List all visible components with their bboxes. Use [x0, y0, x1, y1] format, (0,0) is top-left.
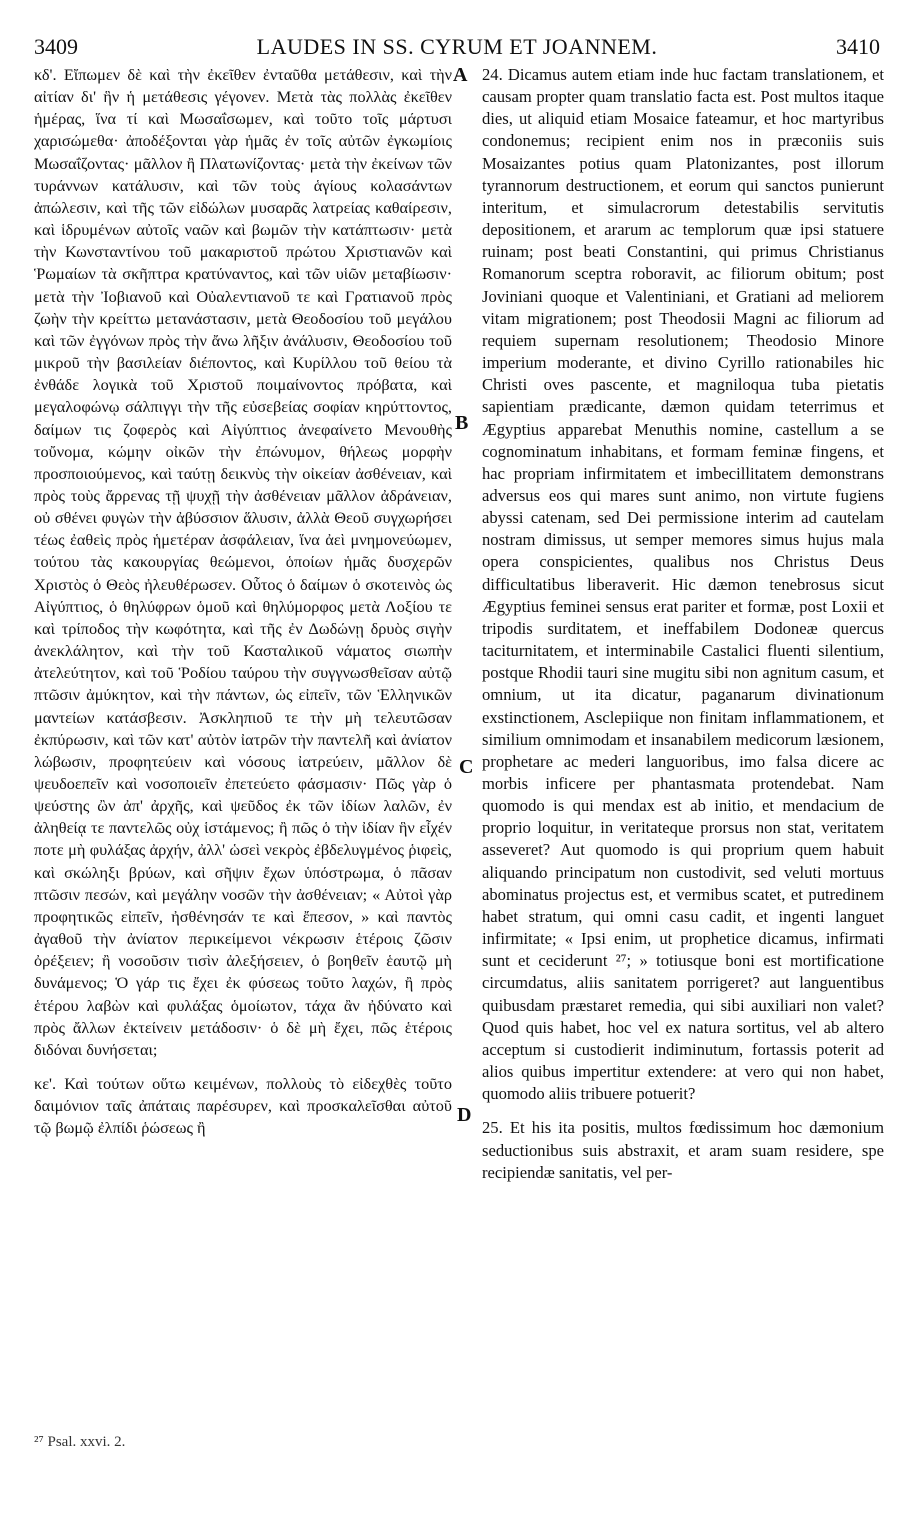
greek-column: [34, 64, 452, 1140]
margin-letter-a: A: [453, 64, 468, 86]
right-page-number: 3410: [836, 34, 880, 59]
footnote: ²⁷ Psal. xxvi. 2.: [34, 1434, 126, 1450]
margin-letter-c: C: [459, 756, 474, 778]
greek-paragraph-25: κε'. Καὶ τούτων οὕτω κειμένων, πολλοὺς τὸ εἰδεχθὲς τοῦτο δαιμόνιον ταῖς ἀπάταις παρέσυρεν, καὶ προσκαλεῖσθαι αὐτοῦ τῷ βωμῷ ἐλπίδι ῥώσεως ἢ: [34, 1074, 452, 1138]
latin-column: [482, 64, 884, 1184]
greek-paragraph-24: κδ'. Εἴπωμεν δὲ καὶ τὴν ἐκεῖθεν ἐνταῦθα μετάθεσιν, καὶ τὴν αἰτίαν δι' ἣν ἡ μετάθεσις γέγονεν. Μετὰ τὰς πολλὰς ἐκεῖθεν ἡμέρας, ἵνα τί καὶ Μωσαΐσωμεν, καὶ τοῦτο τοῖς μάρτυσι χαρισώμεθα· ἀποδέξονται γὰρ ἡμᾶς ἐν τοῖς αὐτῶν ἐγκωμίοις Μωσαΐζοντας· μᾶλλον ἢ Πλατωνίζοντας· μετὰ τὴν ἐκείνων τῶν τυράννων κατάλυσιν, καὶ τῶν τοὺς ἁγίους κολασάντων ἀπώλεσιν, καὶ τῆς τῶν εἰδώλων μυσαρᾶς λατρείας καθαίρεσιν, καὶ ἱδρυμένων αὐτοῖς ναῶν καὶ βωμῶν τὴν κατάπτωσιν· μετὰ τὴν Κωνσταντίνου τοῦ μακαριστοῦ πρώτου Χριστιανῶν καὶ Ῥωμαίων τὰ σκῆπτρα κρατύναντος, καὶ τῶν υἱῶν μεταβίωσιν· μετὰ τὴν Ἰοβιανοῦ καὶ Οὐαλεντιανοῦ τε καὶ Γρατιανοῦ πρὸς ζωὴν τὴν κρείττω μετανάστασιν, μετὰ Θεοδοσίου τοῦ μεγάλου καὶ τῶν ἐγγόνων πρὸς τὴν ἄνω λῆξιν ἀνάλυσιν, Θεοδοσίου τοῦ μικροῦ τὴν βασιλείαν διέποντος, καὶ Κυρίλλου τοῦ θείου τὰ ἐνθάδε λογικὰ τοῦ Χριστοῦ ποιμαίνοντος πρόβατα, καὶ μεγαλοφώνῳ σάλπιγγι τὴν τῆς εὐσεβείας σοφίαν κηρύττοντος, δαίμων τις ζοφερὸς καὶ Αἰγύπτιος ἀνεφαίνετο Μενουθὴς τοὔνομα, κώμην οἰκῶν τὴν ἐπώνυμον, θήλεως μορφὴν προσποιούμενος, καὶ ταύτῃ δεικνὺς τὴν οἰκείαν ἀσθένειαν, καὶ πρὸς τοὺς ἄρρενας τῇ ψυχῇ τὴν ἀσθένειαν μᾶλλον ἀδράνειαν, οὐ σθένει φυγὼν τὴν ἀβύσσιον ἅλυσιν, ἀλλὰ Θεοῦ συγχωρήσει τέως ἐαθεὶς πρὸς ἡμετέραν ἀσφάλειαν, ἵνα ἀεὶ μνημονεύωμεν, τούτου τὰς κακουργίας θεώμενοι, ὁποίων ἡμᾶς δυσχερῶν Χριστὸς ὁ Θεὸς ἠλευθέρωσεν. Οὗτος ὁ δαίμων ὁ σκοτεινὸς ὡς Αἰγύπτιος, ὁ θηλύφρων ὁμοῦ καὶ θηλύμορφος μετὰ Λοξίου τε καὶ τρίποδος τὴν κωφότητα, καὶ τῆς ἐν Δωδώνῃ δρυὸς σιγὴν ἀνεκλάλητον, καὶ τὴν τοῦ Κασταλικοῦ νάματος σιωπὴν ἀτελεύτητον, καὶ τοῦ Ῥοδίου ταύρου τὴν συγγνωσθεῖσαν αὐτῷ πτῶσιν ἀμύκητον, καὶ τὴν πάντων, ὡς εἰπεῖν, τῶν Ἑλληνικῶν μαντείων κατάσβεσιν. Ἀσκληπιοῦ τε τὴν μὴ τελευτῶσαν ἐκπύρωσιν, καὶ τῶν κατ' αὐτὸν ἰατρῶν τὴν παντελῆ καὶ ἀνίατον λώβωσιν, προφητεύειν καὶ νόσους ἰατρεύειν, μᾶλλον δὲ ψευδοεπεῖν καὶ νοσοποιεῖν ἐπετεύετο φάσμασιν· Πῶς γὰρ ὁ ψεύστης ὢν ἀπ' ἀρχῆς, καὶ ψεῦδος ἐκ τῶν ἰδίων λαλῶν, ἐν ἀληθείᾳ τε παντελῶς οὐχ ἱστάμενος; ἢ πῶς ὁ τὴν ἰδίαν ἣν εἶχέν ποτε μὴ φυλάξας ἀρχήν, ἀλλ' ὡσεὶ νεκρὸς ἐβδελυγμένος ῥιφεὶς, καὶ σκώληξι βρύων, καὶ σῆψιν ἔχων ὑπόστρωμα, ὁ πᾶσαν πτῶσιν πεσών, καὶ μεγάλην νοσῶν τὴν ἀσθένειαν; « Αὐτοὶ γὰρ προφητικῶς εἰπεῖν, ἠσθένησάν τε καὶ ἔπεσον, » καὶ παντὸς ἀγαθοῦ τὴν ἀνίατον περικείμενοι νέκρωσιν ἑτέροις ζῶσιν ὀρέξειεν; ἢ νοσοῦσιν τισὶν ἀλεξήσειεν, ὁ βοηθεῖν ἑαυτῷ μὴ δυνάμενος; Ὁ γάρ τις ἔχει ἐκ φύσεως τοῦτο λαχών, ἢ πρὸς ἑτέρου λαβὼν καὶ φυλάξας ὁμοίωτον, τάχα ἂν ἠδύνατο καὶ πρὸς ἄλλων ἐκτείνειν μετάδοσιν· ὁ δὲ μὴ ἔχει, πῶς ἑτέροις διδόναι δυνήσεται;: [34, 65, 452, 1059]
margin-letter-b: B: [455, 412, 469, 434]
margin-letter-d: D: [457, 1104, 472, 1126]
latin-paragraph-24: 24. Dicamus autem etiam inde huc factam translationem, et causam propter quam translatio facta est. Post multos itaque dies, ut aliquid etiam Mosaice fateamur, et hoc martyribus condonemus; recipient enim nos in præconiis suis Mosaizantes potius quam Platonizantes, post illorum tyrannorum destructionem, et eorum qui sanctos punierunt interitum, et simulacrorum detestabilis servitutis depositionem, et ararum ac templorum quæ ipsi statuere ruinam; post beati Constantini, qui primus Christianus Romanorum sceptra roboravit, ac filiorum obitum; post Joviniani quoque et Valentiniani, et Gratiani ad meliorem vitam migrationem; post Theodosii Magni ac filiorum ad requiem supernam resolutionem; Theodosio Minore imperium moderante, et divino Cyrillo rationabiles hic Christi oves pascente, et magniloqua tuba pietatis sapientiam prædicante, dæmon quidam teterrimus et Ægyptius apparebat Menuthis nomine, castellum a se cognominatum inhabitans, et formam feminæ fingens, et hac propriam infirmitatem et imbecillitatem demonstrans adversus eos qui mares sunt animo, non virtute fugiens abyssi catenam, sed Dei permissione interim ad cautelam nostram dimissus, ut semper memores simus hujus mala opera conspicientes, qualibus nos Christus Deus difficultatibus liberaverit. Hic dæmon tenebrosus sicut Ægyptius feminei sensus erat pariter et formæ, post Loxii et tripodis surditatem, et ineffabilem Dodoneæ quercus taciturnitatem, et interminabile Castalici fluenti silentium, postque Rhodii tauri sine mugitu sibi non agnitum casum, et omnium, ut ita dicatur, paganarum divinationum exstinctionem, Asclepiique non finitam inflammationem, et similium omnimodam et insanabilem medicorum læsionem, prophetare ac mederi languoribus, imo falsa dicere ac morbis inficere per phantasmata protendebat. Nam quomodo is qui mendax est ab initio, et mendacium de proprio loquitur, in veritateque prorsus non stat, veritatem asseveret? Aut quomodo is qui proprium quem habuit aliquando principatum non custodivit, sed veluti mortuus abominatus projectus est, et vermibus scatet, et putredinem habet stratum, qui omni casu cadit, et ingenti languet infirmitate; « Ipsi enim, ut prophetice dicamus, infirmati sunt et ceciderunt ²⁷; » totiusque boni est mortificatione circumdatus, aliis sanitatem porrigeret? aut languentibus quibusdam præstaret remedia, qui sibi auxiliari non valet? Quod quis habet, hoc vel ex natura sortitus, vel ab altero acceptum si custodierit indiminutum, fortassis poterit ad alios quibus impertitur extendere: at vero qui non habet, quomodo aliis tribuere potuerit?: [482, 65, 884, 1104]
page-header: [34, 34, 880, 64]
running-title: LAUDES IN SS. CYRUM ET JOANNEM.: [256, 34, 658, 59]
left-page-number: 3409: [34, 34, 78, 59]
latin-paragraph-25: 25. Et his ita positis, multos fœdissimum hoc dæmonium seductionibus suis abstraxit, et aram suam residere, spe recipiendæ sanitatis, vel per-: [482, 1118, 884, 1182]
